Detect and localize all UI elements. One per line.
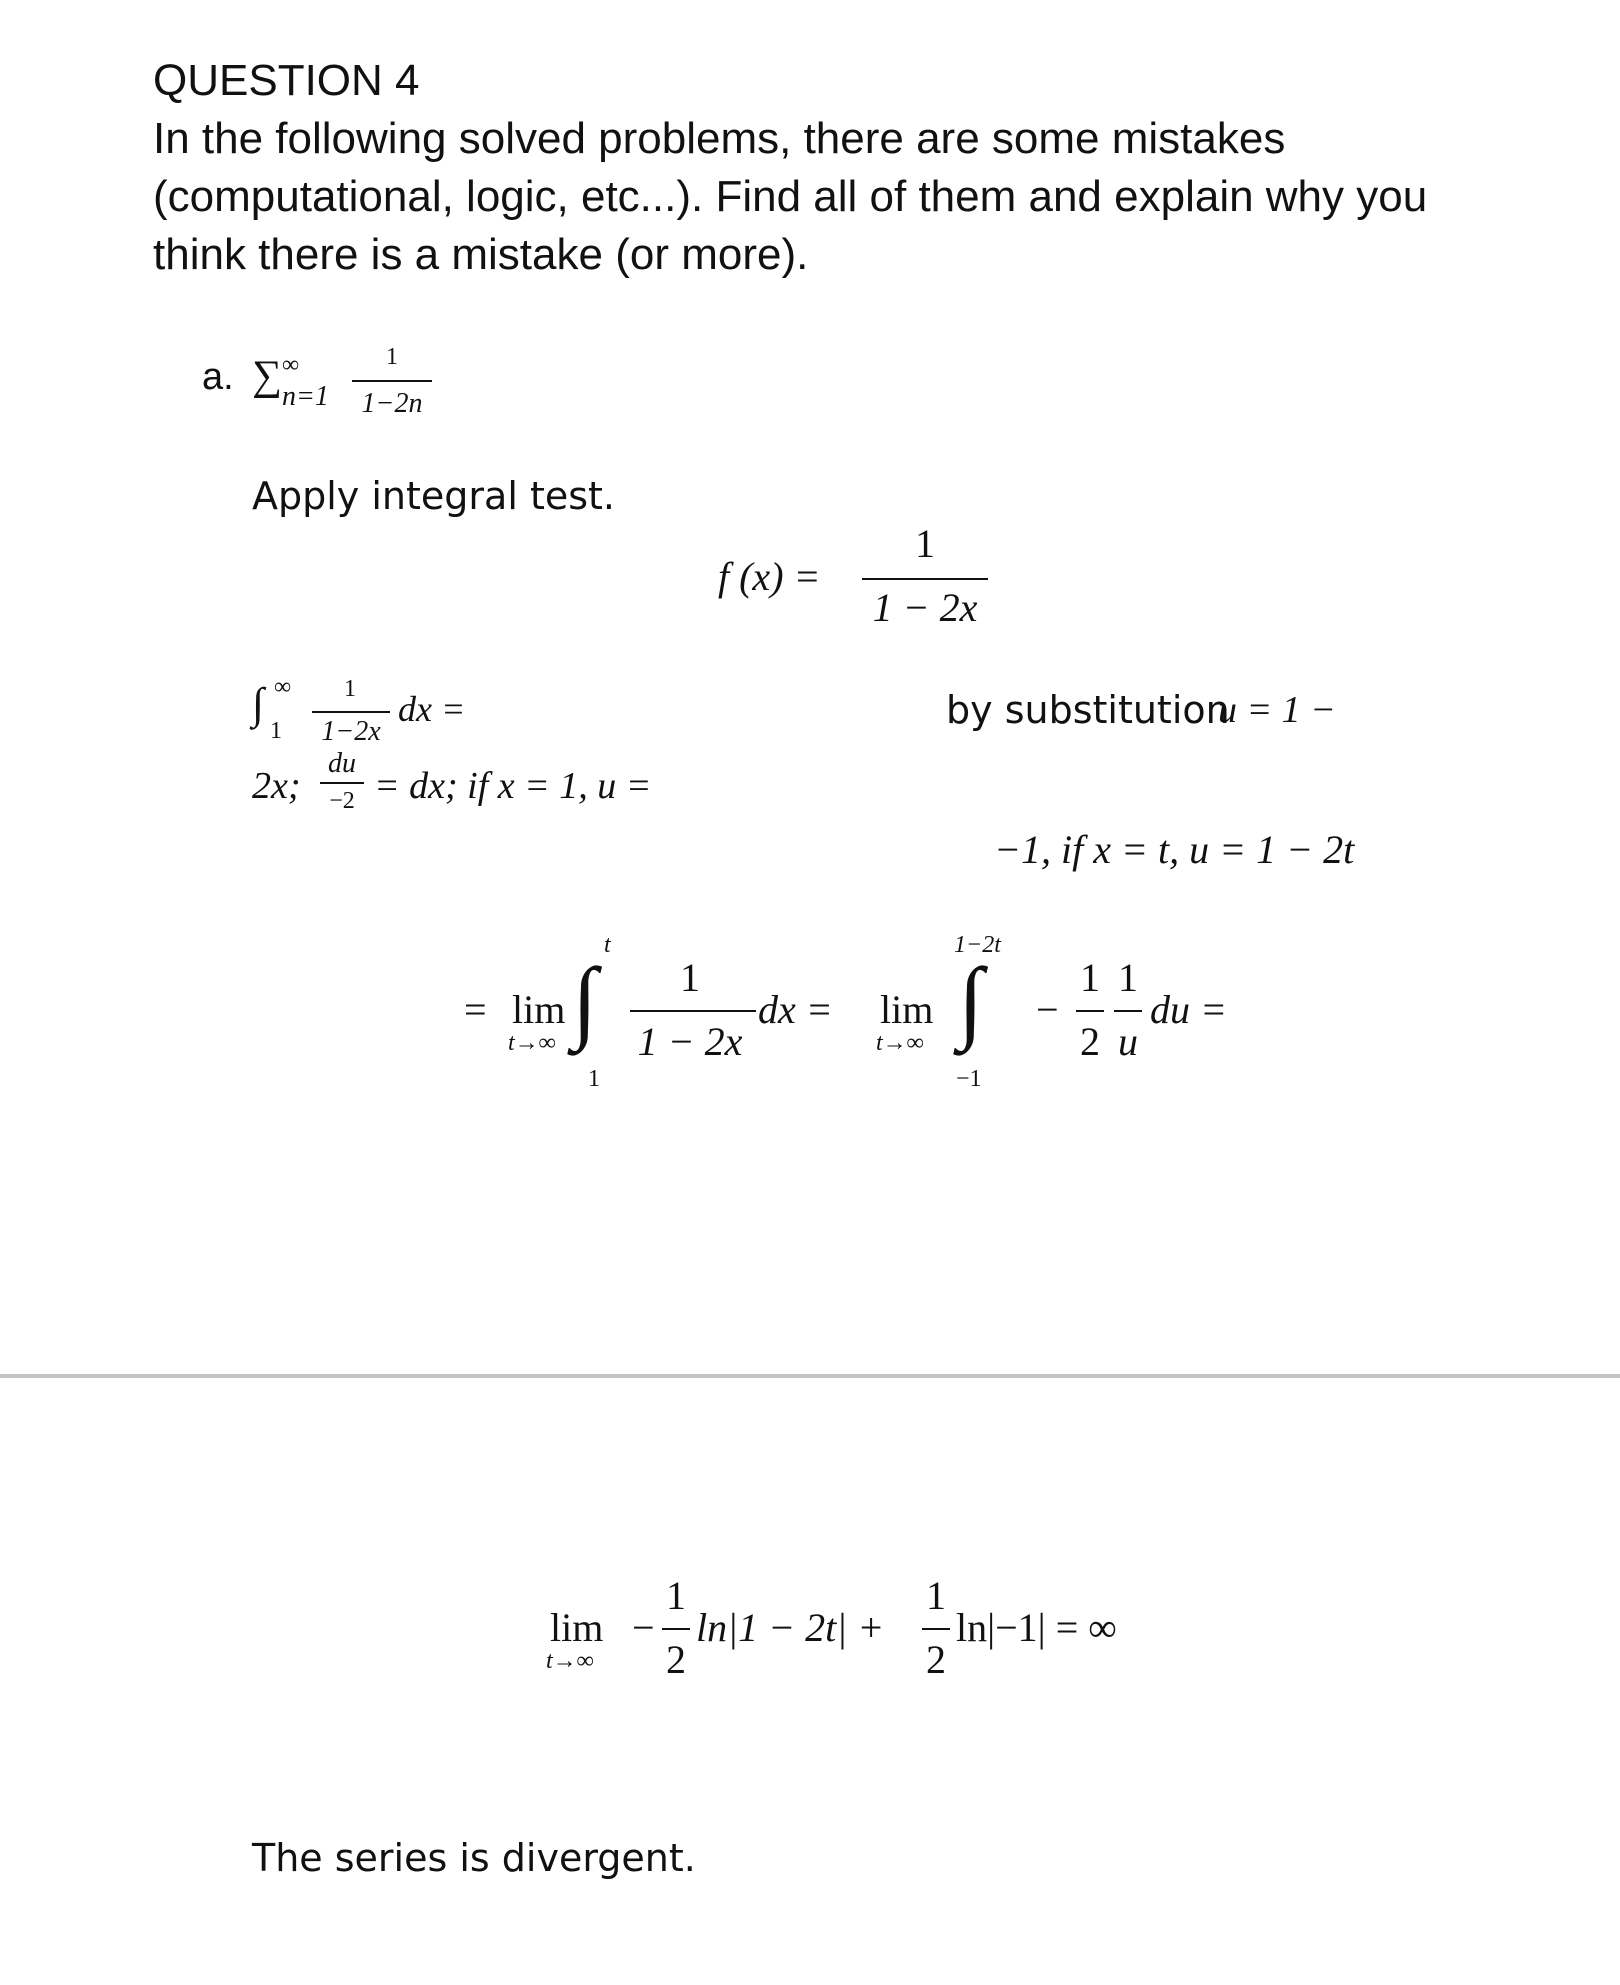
du-numerator: du xyxy=(328,748,356,779)
final-end: ln|−1| = ∞ xyxy=(956,1605,1117,1650)
minus-sign: − xyxy=(1036,987,1059,1032)
u-denominator: u xyxy=(1118,1019,1138,1064)
substitution-text: by substitution xyxy=(946,688,1230,732)
dx-equals: dx = xyxy=(758,987,833,1032)
line2-start: 2x; xyxy=(252,765,301,807)
problem-label: a. xyxy=(202,356,234,398)
final-numerator-2: 1 xyxy=(926,1573,946,1618)
fx-lhs: f (x) = xyxy=(718,554,821,599)
u-numerator: 1 xyxy=(1118,955,1138,1000)
integral-fraction-bar xyxy=(312,711,390,713)
sum-upper-limit: ∞ xyxy=(282,352,300,378)
page-divider xyxy=(0,1374,1620,1378)
fx-numerator: 1 xyxy=(915,521,935,566)
du-denominator: −2 xyxy=(329,788,355,814)
sum-lower-limit: n=1 xyxy=(282,381,329,412)
integral-numerator: 1 xyxy=(344,676,356,702)
final-middle: ln|1 − 2t| + xyxy=(696,1605,885,1650)
final-numerator-1: 1 xyxy=(666,1573,686,1618)
question-title: QUESTION 4 xyxy=(153,56,420,105)
method-text: Apply integral test. xyxy=(252,474,616,518)
sigma-symbol: ∑ xyxy=(252,353,282,399)
leading-equals: = xyxy=(464,987,487,1032)
substitution-line-3: −1, if x = t, u = 1 − 2t xyxy=(994,827,1355,872)
series-denominator: 1−2n xyxy=(361,388,423,419)
final-fraction-bar-2 xyxy=(922,1628,950,1630)
big-integral-sign-1: ∫ xyxy=(572,949,598,1051)
lim-word-1: lim xyxy=(512,987,566,1032)
substitution-expr: u = 1 − xyxy=(1218,689,1336,731)
int-upper-2: 1−2t xyxy=(954,932,1001,958)
half-fraction-bar xyxy=(1076,1010,1104,1012)
instruction-line-2: (computational, logic, etc...). Find all of them and explain why you xyxy=(153,172,1428,221)
int-upper-1: t xyxy=(604,932,611,958)
lim-sub-1: t→∞ xyxy=(508,1030,556,1056)
final-denominator-2: 2 xyxy=(926,1637,946,1682)
lim-word-2: lim xyxy=(880,987,934,1032)
integral-sign-small: ∫ xyxy=(252,679,265,728)
line2-rest: = dx; if x = 1, u = xyxy=(374,765,652,807)
instruction-line-1: In the following solved problems, there are some mistakes xyxy=(153,114,1286,163)
lim-sub-2: t→∞ xyxy=(876,1030,924,1056)
series-fraction-bar xyxy=(352,380,432,382)
integral-upper: ∞ xyxy=(274,674,292,700)
final-fraction-bar-1 xyxy=(662,1628,690,1630)
du-fraction-bar xyxy=(320,782,364,784)
final-lim-word: lim xyxy=(550,1605,604,1650)
half-denominator: 2 xyxy=(1080,1019,1100,1064)
instruction-line-3: think there is a mistake (or more). xyxy=(153,230,809,279)
series-numerator: 1 xyxy=(386,344,398,370)
big-fraction-bar-1 xyxy=(630,1010,756,1012)
big-numerator-1: 1 xyxy=(680,955,700,1000)
du-equals: du = xyxy=(1150,987,1227,1032)
half-numerator: 1 xyxy=(1080,955,1100,1000)
fx-denominator: 1 − 2x xyxy=(872,585,978,630)
final-minus: − xyxy=(632,1605,655,1650)
final-denominator-1: 2 xyxy=(666,1637,686,1682)
int-lower-2: −1 xyxy=(956,1066,982,1092)
integral-lower: 1 xyxy=(270,718,282,744)
big-denominator-1: 1 − 2x xyxy=(637,1019,743,1064)
fx-fraction-bar xyxy=(862,578,988,580)
u-fraction-bar xyxy=(1114,1010,1142,1012)
integral-tail: dx = xyxy=(398,689,466,729)
final-lim-sub: t→∞ xyxy=(546,1648,594,1674)
integral-denominator: 1−2x xyxy=(321,716,381,747)
big-integral-sign-2: ∫ xyxy=(958,949,984,1051)
conclusion-text: The series is divergent. xyxy=(252,1836,696,1880)
int-lower-1: 1 xyxy=(588,1066,600,1092)
